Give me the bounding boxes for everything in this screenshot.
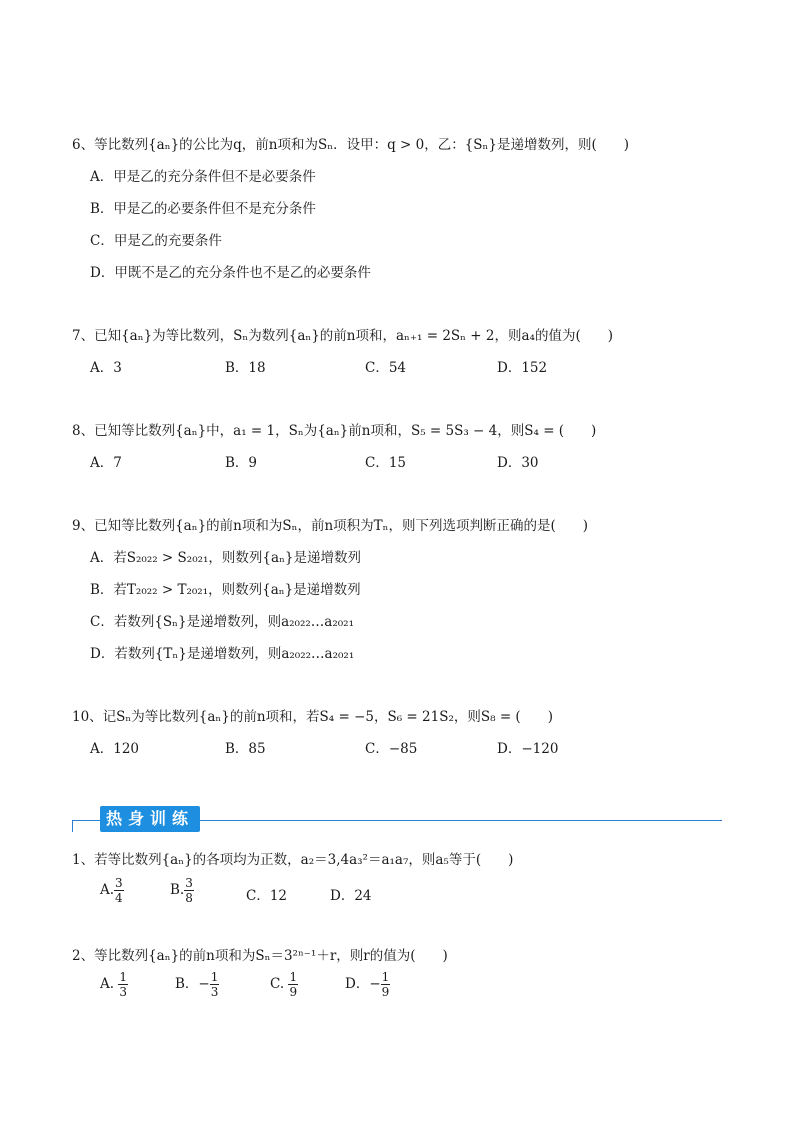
- option-a: [100, 970, 128, 999]
- denominator: 9: [289, 985, 298, 999]
- option-d: [345, 970, 390, 999]
- question-9-option-c: C．若数列{Sₙ}是递增数列，则a₂₀₂₂…a₂₀₂₁: [90, 614, 354, 630]
- banner-tick: [72, 820, 73, 832]
- option-a-prefix: A.: [100, 976, 115, 992]
- section-title: 热身训练: [100, 806, 200, 832]
- option-c: C．−85: [365, 741, 418, 757]
- question-6-option-b: B．甲是乙的必要条件但不是充分条件: [90, 201, 316, 217]
- option-d-fraction: [381, 970, 391, 999]
- question-7-stem: 7、已知{aₙ}为等比数列，Sₙ为数列{aₙ}的前n项和，aₙ₊₁ = 2Sₙ + 2，则a₄的值为( ): [72, 328, 613, 344]
- option-b-fraction: [184, 876, 194, 905]
- numerator: 1: [381, 970, 390, 984]
- option-c-prefix: C.: [270, 976, 285, 992]
- option-d: D．152: [497, 360, 548, 376]
- numerator: 3: [115, 876, 123, 890]
- section-banner: [72, 804, 722, 834]
- question-10-stem: 10、记Sₙ为等比数列{aₙ}的前n项和，若S₄ = −5，S₆ = 21S₂，则S₈ = ( ): [72, 709, 553, 725]
- option-b: B．9: [225, 455, 258, 471]
- question-6-stem: 6、等比数列{aₙ}的公比为q，前n项和为Sₙ．设甲：q > 0，乙：{Sₙ}是递增数列，则( ): [72, 137, 630, 153]
- question-9-option-a: A．若S₂₀₂₂ > S₂₀₂₁，则数列{aₙ}是递增数列: [90, 550, 362, 566]
- option-a-fraction: [114, 876, 124, 905]
- option-d: D．30: [497, 455, 539, 471]
- warmup-1-stem: 1、若等比数列{aₙ}的各项均为正数，a₂＝3,4a₃²＝a₁a₇，则a₅等于( ): [72, 852, 514, 868]
- option-c-fraction: [288, 970, 298, 999]
- numerator: 1: [210, 970, 219, 984]
- question-9-option-b: B．若T₂₀₂₂ > T₂₀₂₁，则数列{aₙ}是递增数列: [90, 582, 361, 598]
- denominator: 3: [119, 985, 127, 999]
- option-b: B．85: [225, 741, 266, 757]
- option-a-prefix: A.: [100, 882, 115, 898]
- denominator: 4: [115, 891, 123, 905]
- option-a: A．120: [90, 741, 140, 757]
- option-b-prefix: B．−: [175, 976, 210, 992]
- question-9-option-d: D．若数列{Tₙ}是递增数列，则a₂₀₂₂…a₂₀₂₁: [90, 646, 355, 662]
- question-6-option-a: A．甲是乙的充分条件但不是必要条件: [90, 169, 316, 185]
- option-a: A．7: [90, 455, 122, 471]
- option-c: C．54: [365, 360, 407, 376]
- option-b-prefix: B.: [170, 882, 185, 898]
- question-9-stem: 9、已知等比数列{aₙ}的前n项和为Sₙ，前n项积为Tₙ，则下列选项判断正确的是( ): [72, 518, 589, 534]
- option-a: A．3: [90, 360, 122, 376]
- option-d: D．24: [330, 888, 372, 904]
- option-b: B．18: [225, 360, 266, 376]
- numerator: 3: [185, 876, 193, 890]
- numerator: 1: [289, 970, 298, 984]
- option-a: [100, 876, 124, 905]
- option-b: [170, 876, 194, 905]
- option-c: [270, 970, 298, 999]
- denominator: 9: [381, 985, 390, 999]
- option-b: [175, 970, 219, 999]
- warmup-2-stem: 2、等比数列{aₙ}的前n项和为Sₙ＝3²ⁿ⁻¹＋r，则r的值为( ): [72, 948, 448, 964]
- option-c: C．15: [365, 455, 407, 471]
- option-b-fraction: [210, 970, 220, 999]
- question-8-stem: 8、已知等比数列{aₙ}中，a₁ = 1，Sₙ为{aₙ}前n项和，S₅ = 5S₃ − 4，则S₄ = ( ): [72, 423, 597, 439]
- option-c: C．12: [246, 888, 288, 904]
- denominator: 8: [185, 891, 193, 905]
- question-6-option-d: D．甲既不是乙的充分条件也不是乙的必要条件: [90, 265, 371, 281]
- option-d: D．−120: [497, 741, 559, 757]
- numerator: 1: [119, 970, 127, 984]
- question-6-option-c: C．甲是乙的充要条件: [90, 233, 222, 249]
- denominator: 3: [210, 985, 219, 999]
- option-a-fraction: [118, 970, 128, 999]
- option-d-prefix: D．−: [345, 976, 381, 992]
